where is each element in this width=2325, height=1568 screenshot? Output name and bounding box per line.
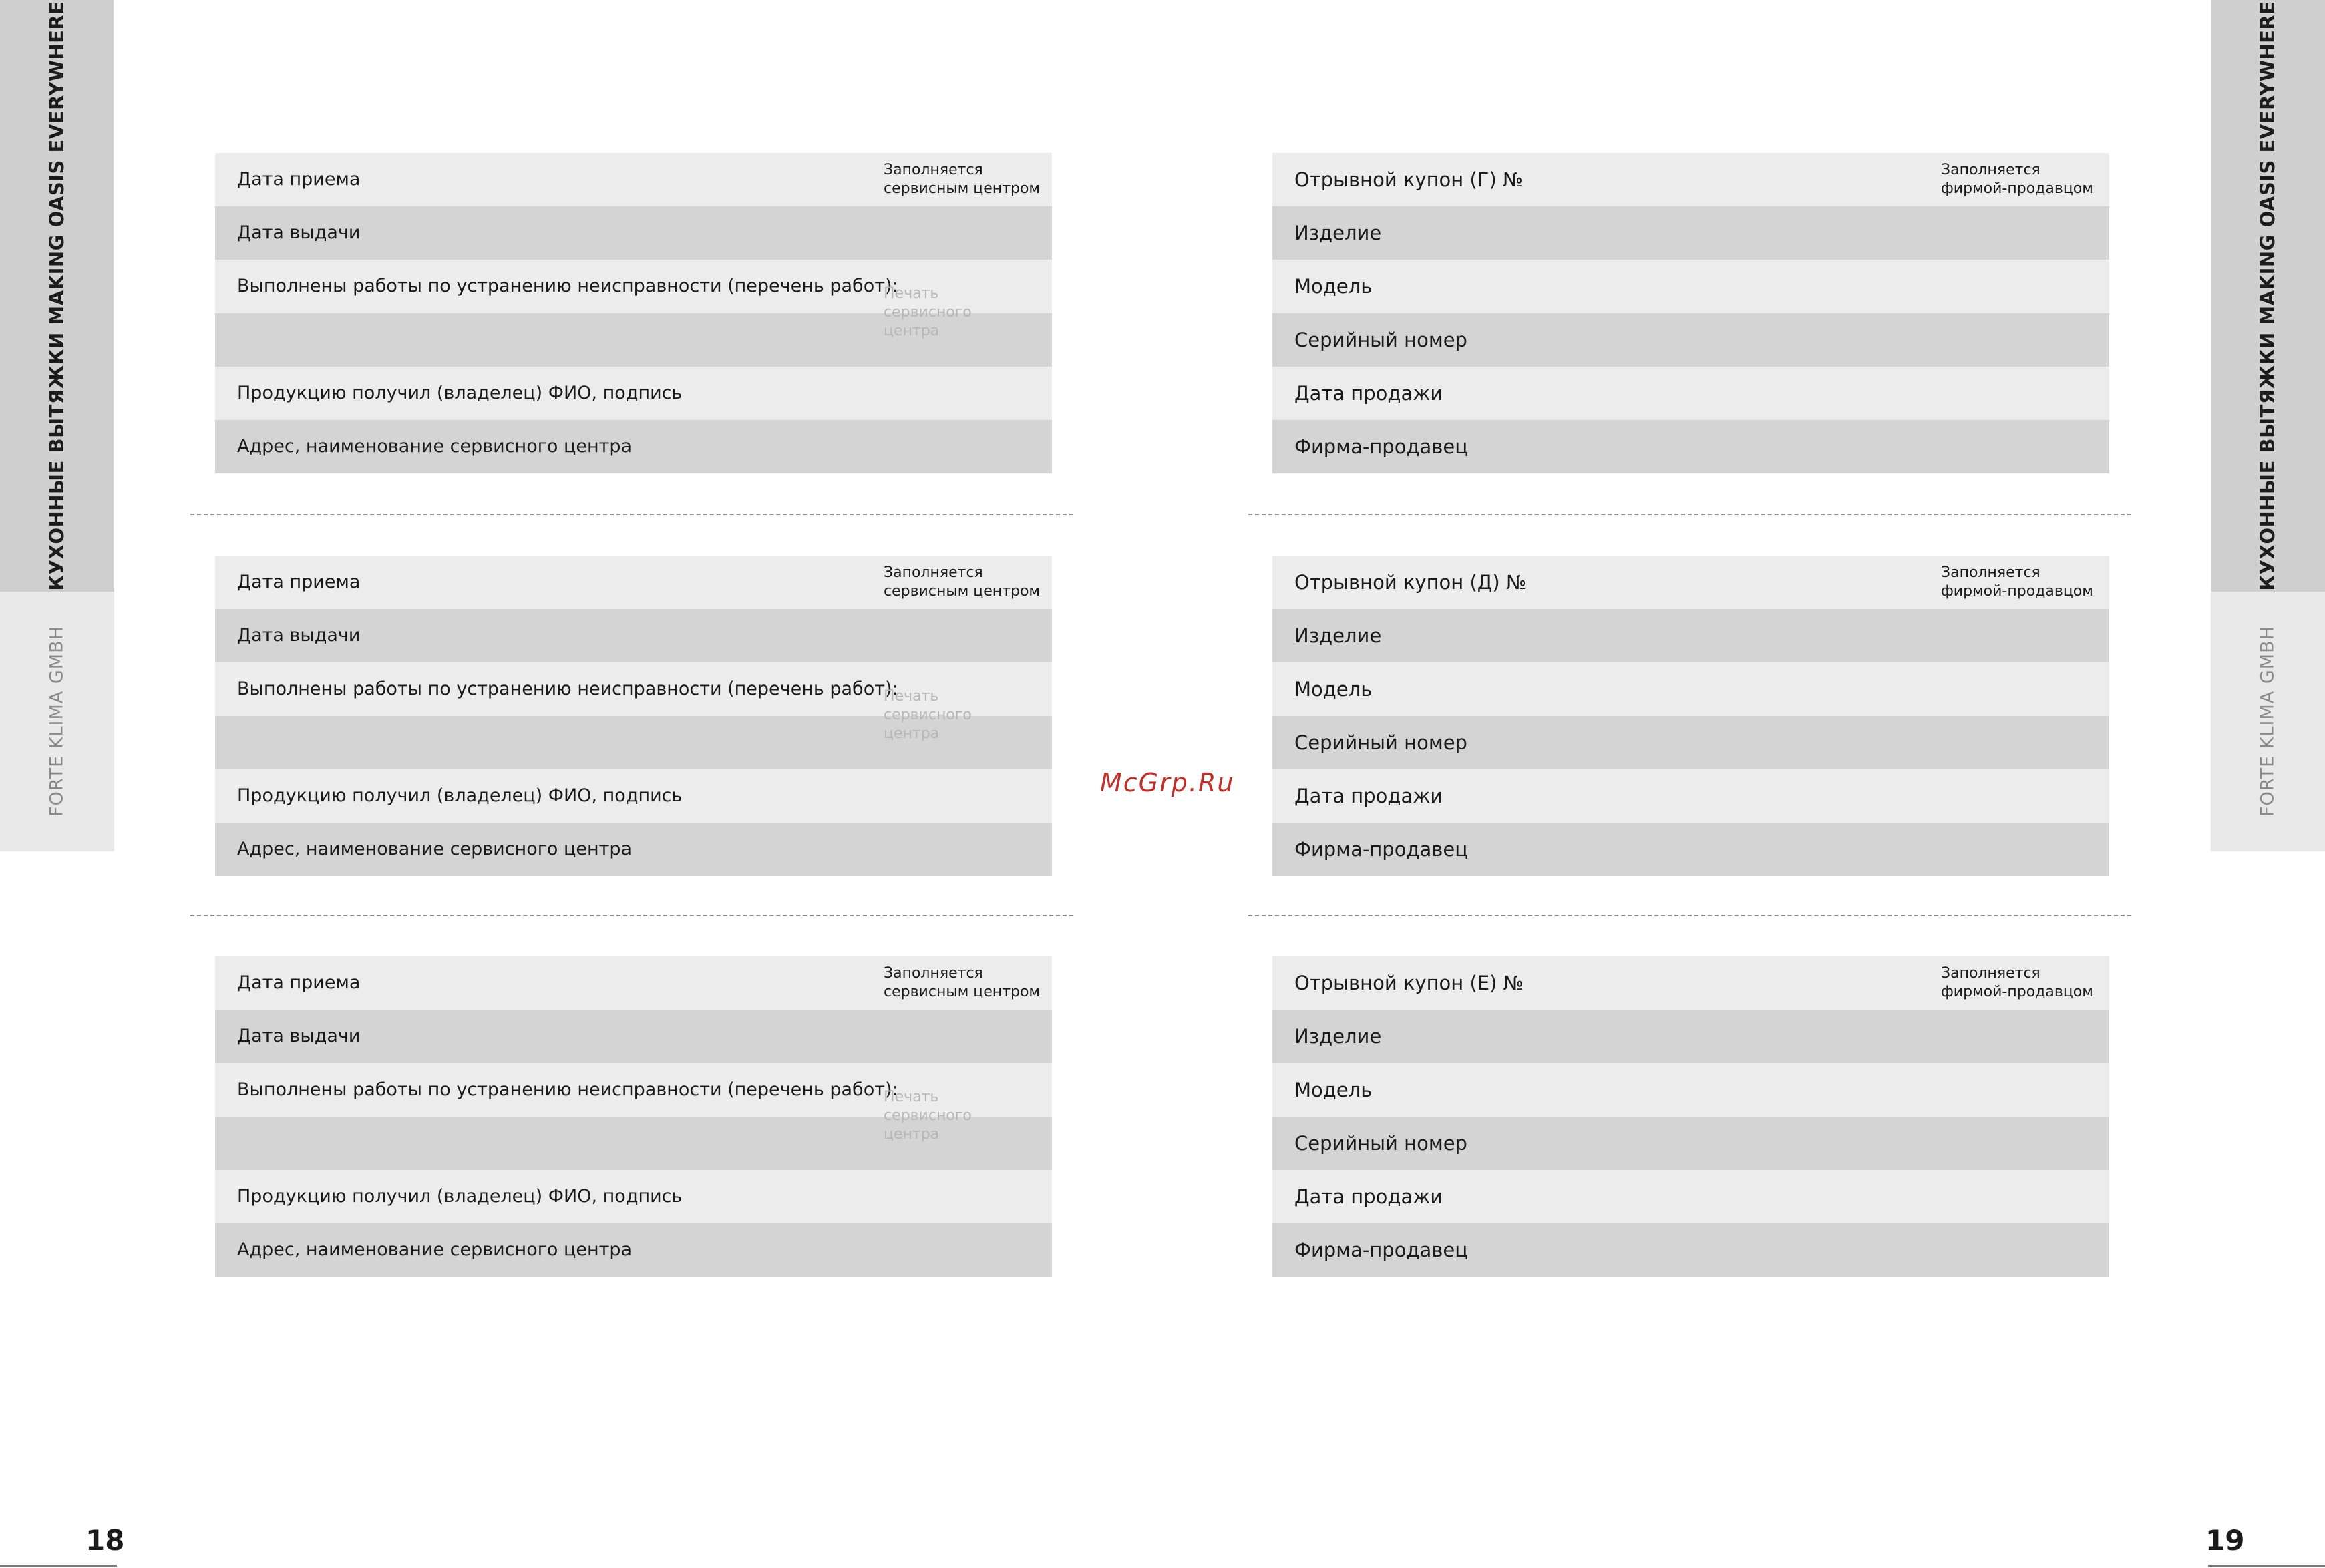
fill-note-line: Заполняется <box>1941 965 2040 982</box>
page-number-rule <box>0 1565 117 1567</box>
row-label: Фирма-продавец <box>1294 435 1468 458</box>
stamp-line: центра <box>884 725 940 742</box>
fill-note-line: фирмой-продавцом <box>1941 180 2093 197</box>
service-row <box>215 367 1052 420</box>
stamp-placeholder <box>884 284 972 341</box>
coupon-row <box>1272 1223 2109 1277</box>
fill-note <box>884 964 1040 1002</box>
coupon-row <box>1272 367 2109 420</box>
service-card <box>215 556 1052 876</box>
coupon-card <box>1272 956 2109 1277</box>
row-label: Адрес, наименование сервисного центра <box>237 839 633 859</box>
row-label: Выполнены работы по устранению неисправности (перечень работ): <box>237 678 898 699</box>
fill-note-line: Заполняется <box>884 162 983 178</box>
service-row <box>215 1170 1052 1223</box>
page-number-rule <box>2208 1565 2325 1567</box>
row-label: Изделие <box>1294 624 1382 647</box>
side-tab-company: FORTE KLIMA GMBH <box>2257 626 2278 817</box>
row-label: Фирма-продавец <box>1294 838 1468 861</box>
coupon-row <box>1272 823 2109 876</box>
coupon-row <box>1272 609 2109 662</box>
row-label: Адрес, наименование сервисного центра <box>237 436 633 457</box>
fill-note <box>1941 161 2093 198</box>
fill-note-line: Заполняется <box>1941 162 2040 178</box>
coupon-title: Отрывной купон (Е) № <box>1294 972 1524 994</box>
row-label: Дата продажи <box>1294 785 1443 807</box>
coupon-row <box>1272 420 2109 473</box>
cut-line <box>190 514 1073 515</box>
stamp-line: сервисного <box>884 707 972 723</box>
cut-line <box>190 915 1073 916</box>
row-label: Дата выдачи <box>237 625 361 646</box>
row-label: Изделие <box>1294 1025 1382 1048</box>
row-label: Серийный номер <box>1294 731 1467 754</box>
page-number-right: 19 <box>2205 1524 2245 1557</box>
watermark: McGrp.Ru <box>1100 768 1235 797</box>
coupon-row <box>1272 206 2109 260</box>
side-tab-title: КУХОННЫЕ ВЫТЯЖКИ MAKING OASIS EVERYWHERE <box>2256 1 2279 591</box>
row-label: Серийный номер <box>1294 1132 1467 1155</box>
stamp-line: центра <box>884 1126 940 1143</box>
stamp-line: Печать <box>884 285 939 302</box>
stamp-line: Печать <box>884 1089 939 1105</box>
row-label: Дата выдачи <box>237 1026 361 1046</box>
right-side-tab <box>2211 0 2325 851</box>
coupon-row <box>1272 260 2109 313</box>
coupon-row <box>1272 1063 2109 1117</box>
row-label: Продукцию получил (владелец) ФИО, подпись <box>237 785 683 806</box>
row-label: Дата продажи <box>1294 1185 1443 1208</box>
fill-note-line: сервисным центром <box>884 984 1041 1000</box>
fill-note <box>884 564 1040 601</box>
fill-note <box>884 161 1040 198</box>
row-label: Адрес, наименование сервисного центра <box>237 1239 633 1260</box>
row-label: Дата приема <box>237 572 361 592</box>
service-row <box>215 1010 1052 1063</box>
fill-note-line: сервисным центром <box>884 583 1041 600</box>
coupon-card <box>1272 556 2109 876</box>
stamp-placeholder <box>884 687 972 743</box>
row-label: Дата приема <box>237 169 361 190</box>
stamp-line: сервисного <box>884 1107 972 1124</box>
coupon-row <box>1272 1170 2109 1223</box>
coupon-title: Отрывной купон (Д) № <box>1294 571 1527 594</box>
service-row <box>215 823 1052 876</box>
row-label: Выполнены работы по устранению неисправности (перечень работ): <box>237 1079 898 1100</box>
row-label: Модель <box>1294 275 1373 298</box>
cut-line <box>1248 915 2131 916</box>
coupon-row <box>1272 1117 2109 1170</box>
row-label: Фирма-продавец <box>1294 1239 1468 1261</box>
service-row <box>215 420 1052 473</box>
fill-note-line: фирмой-продавцом <box>1941 583 2093 600</box>
row-label: Дата выдачи <box>237 222 361 243</box>
row-label: Дата продажи <box>1294 382 1443 405</box>
row-label: Серийный номер <box>1294 329 1467 351</box>
row-label: Выполнены работы по устранению неисправности (перечень работ): <box>237 276 898 297</box>
fill-note-line: сервисным центром <box>884 180 1041 197</box>
fill-note-line: Заполняется <box>1941 564 2040 581</box>
stamp-line: Печать <box>884 688 939 705</box>
coupon-row <box>1272 662 2109 716</box>
coupon-row <box>1272 313 2109 367</box>
row-label: Изделие <box>1294 222 1382 244</box>
service-card <box>215 153 1052 473</box>
stamp-line: центра <box>884 323 940 339</box>
coupon-title: Отрывной купон (Г) № <box>1294 168 1524 191</box>
fill-note-line: Заполняется <box>884 965 983 982</box>
service-row <box>215 206 1052 260</box>
cut-line <box>1248 514 2131 515</box>
left-side-tab <box>0 0 114 851</box>
stamp-line: сервисного <box>884 304 972 321</box>
coupon-row <box>1272 1010 2109 1063</box>
service-row <box>215 769 1052 823</box>
stamp-placeholder <box>884 1088 972 1144</box>
row-label: Модель <box>1294 1079 1373 1101</box>
row-label: Продукцию получил (владелец) ФИО, подпись <box>237 1186 683 1207</box>
service-card <box>215 956 1052 1277</box>
fill-note <box>1941 964 2093 1002</box>
coupon-row <box>1272 769 2109 823</box>
coupon-card <box>1272 153 2109 473</box>
side-tab-company: FORTE KLIMA GMBH <box>46 626 67 817</box>
fill-note-line: фирмой-продавцом <box>1941 984 2093 1000</box>
coupon-row <box>1272 716 2109 769</box>
service-row <box>215 609 1052 662</box>
row-label: Продукцию получил (владелец) ФИО, подпись <box>237 383 683 403</box>
service-row <box>215 1223 1052 1277</box>
side-tab-title: КУХОННЫЕ ВЫТЯЖКИ MAKING OASIS EVERYWHERE <box>45 1 68 591</box>
row-label: Дата приема <box>237 972 361 993</box>
row-label: Модель <box>1294 678 1373 701</box>
fill-note-line: Заполняется <box>884 564 983 581</box>
fill-note <box>1941 564 2093 601</box>
page-number-left: 18 <box>85 1524 125 1557</box>
